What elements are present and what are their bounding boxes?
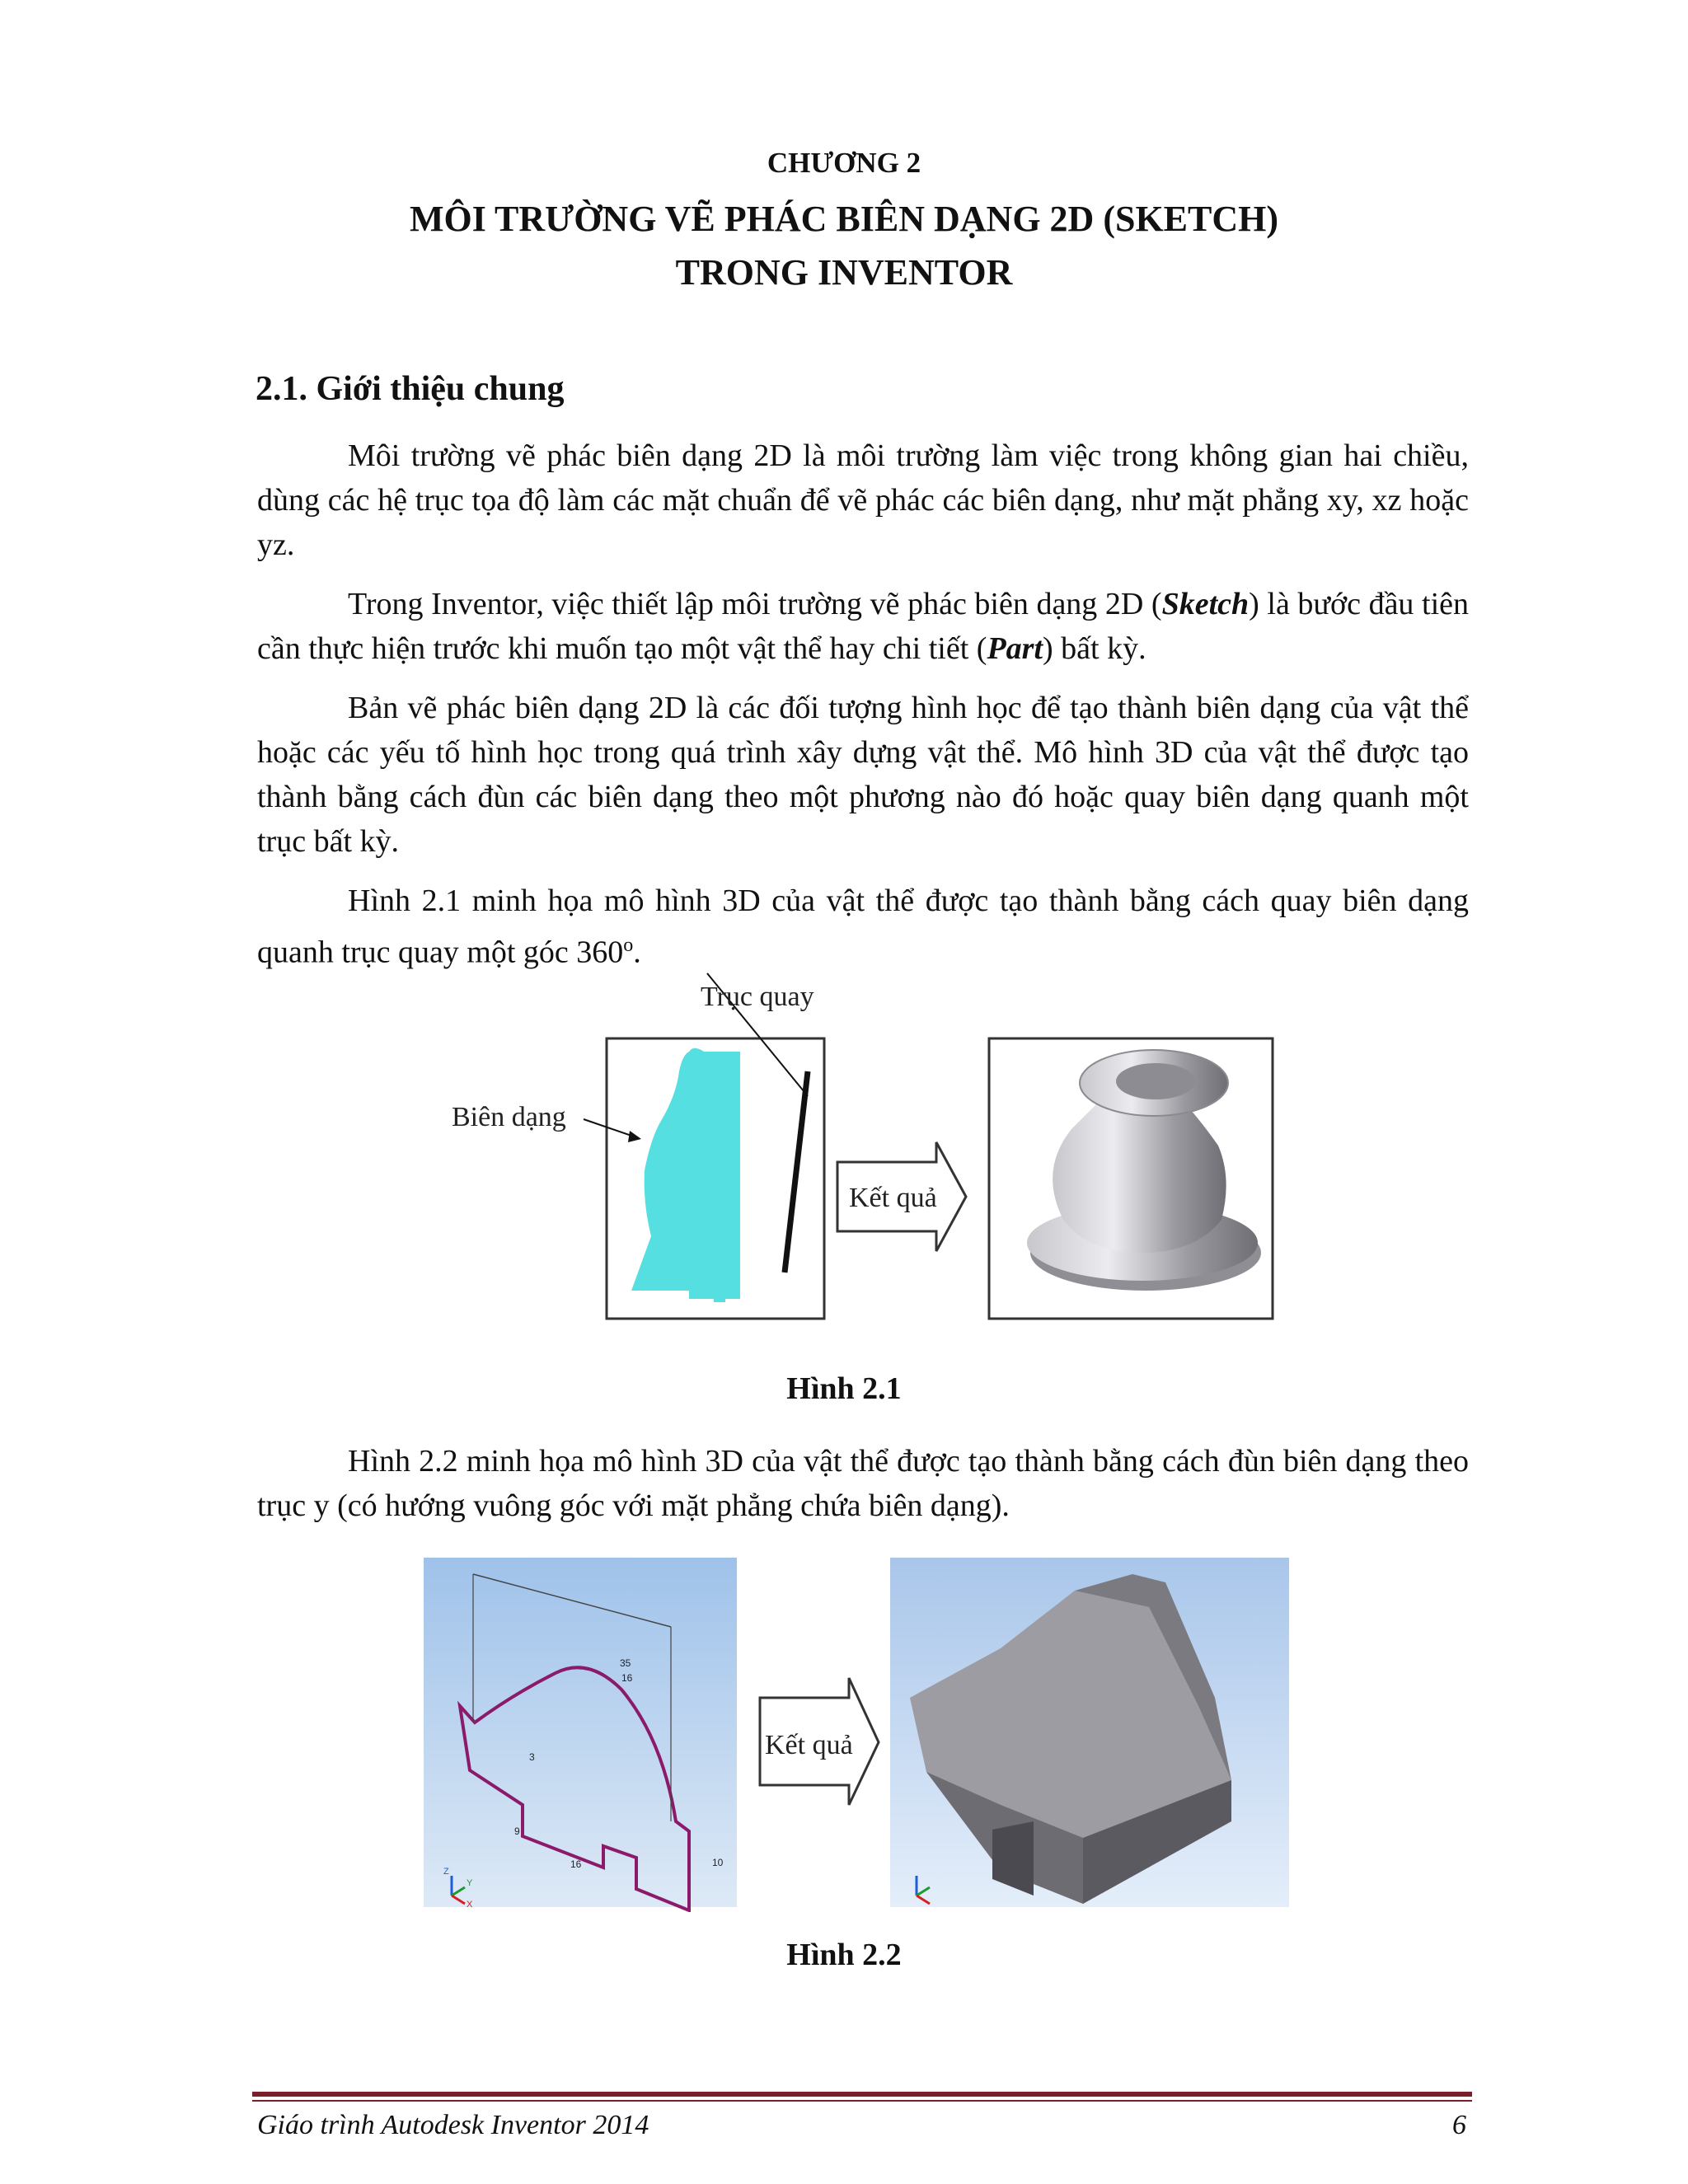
profile-shape-body xyxy=(689,1052,740,1299)
paragraph-3: Bản vẽ phác biên dạng 2D là các đối tượng hình học để tạo thành biên dạng của vật thể hoặc các yếu tố hình học trong quá trình xây dựng vật thể. Mô hình 3D của vật thể được tạo thành bằng cách đùn các biên dạng theo một phương nào đó hoặc quay biên dạng quanh một trục bất kỳ. xyxy=(257,691,1469,859)
triad-y-label: Y xyxy=(467,1878,473,1888)
result-arrow-2-label: Kết quả xyxy=(765,1730,853,1760)
paragraph-4-text: Hình 2.1 minh họa mô hình 3D của vật thể được tạo thành bằng cách quay biên dạng quanh trục quay một góc 360 xyxy=(257,883,1469,970)
footer-page-number: 6 xyxy=(1452,2110,1466,2140)
degree-superscript: o xyxy=(623,935,634,956)
axis-label: Trục quay xyxy=(701,982,814,1012)
triad-x-label: X xyxy=(467,1900,473,1910)
paragraph-2-sketch-term: Sketch xyxy=(1161,587,1250,621)
footer-rule xyxy=(252,2092,1472,2105)
dim-3: 3 xyxy=(529,1751,535,1763)
vase-opening xyxy=(1116,1063,1195,1099)
paragraph-5: Hình 2.2 minh họa mô hình 3D của vật thể được tạo thành bằng cách đùn biên dạng theo trục y (có hướng vuông góc với mặt phẳng chứa biên dạng). xyxy=(257,1444,1469,1523)
chapter-number: CHƯƠNG 2 xyxy=(767,147,921,179)
dim-10: 10 xyxy=(712,1857,724,1868)
paragraph-4 xyxy=(257,879,1469,975)
paragraph-2-text-b: ) là bước đầu tiên cần thực hiện trước khi muốn tạo một vật thể hay chi tiết ( xyxy=(257,587,1470,666)
paragraph-1: Môi trường vẽ phác biên dạng 2D là môi trường làm việc trong không gian hai chiều, dùng các hệ trục tọa độ làm các mặt chuẩn để vẽ phác các biên dạng, như mặt phẳng xy, xz hoặc yz. xyxy=(257,438,1469,562)
profile-label: Biên dạng xyxy=(452,1102,566,1132)
section-heading: 2.1. Giới thiệu chung xyxy=(256,370,565,408)
dim-35: 35 xyxy=(620,1657,631,1669)
dim-16-bottom: 16 xyxy=(570,1858,582,1870)
figure-2-2-caption: Hình 2.2 xyxy=(786,1938,902,1972)
dim-9: 9 xyxy=(514,1825,520,1837)
paragraph-2 xyxy=(257,582,1469,671)
paragraph-2-part-term: Part xyxy=(987,631,1043,666)
figure-2-1 xyxy=(429,972,1286,1335)
chapter-title-line-2: TRONG INVENTOR xyxy=(675,252,1013,293)
footer-book-title: Giáo trình Autodesk Inventor 2014 xyxy=(257,2110,649,2140)
dim-16-top: 16 xyxy=(621,1672,633,1684)
triad-z-label: Z xyxy=(443,1867,449,1877)
paragraph-2-text-c: ) bất kỳ. xyxy=(1043,631,1146,666)
figure-2-2 xyxy=(424,1558,1289,1912)
figure-2-1-caption: Hình 2.1 xyxy=(786,1371,902,1406)
chapter-title-line-1: MÔI TRƯỜNG VẼ PHÁC BIÊN DẠNG 2D (SKETCH) xyxy=(409,199,1279,239)
result-arrow-label: Kết quả xyxy=(849,1183,937,1213)
paragraph-4-end: . xyxy=(633,935,641,970)
paragraph-2-text-a: Trong Inventor, việc thiết lập môi trường vẽ phác biên dạng 2D ( xyxy=(348,587,1162,621)
